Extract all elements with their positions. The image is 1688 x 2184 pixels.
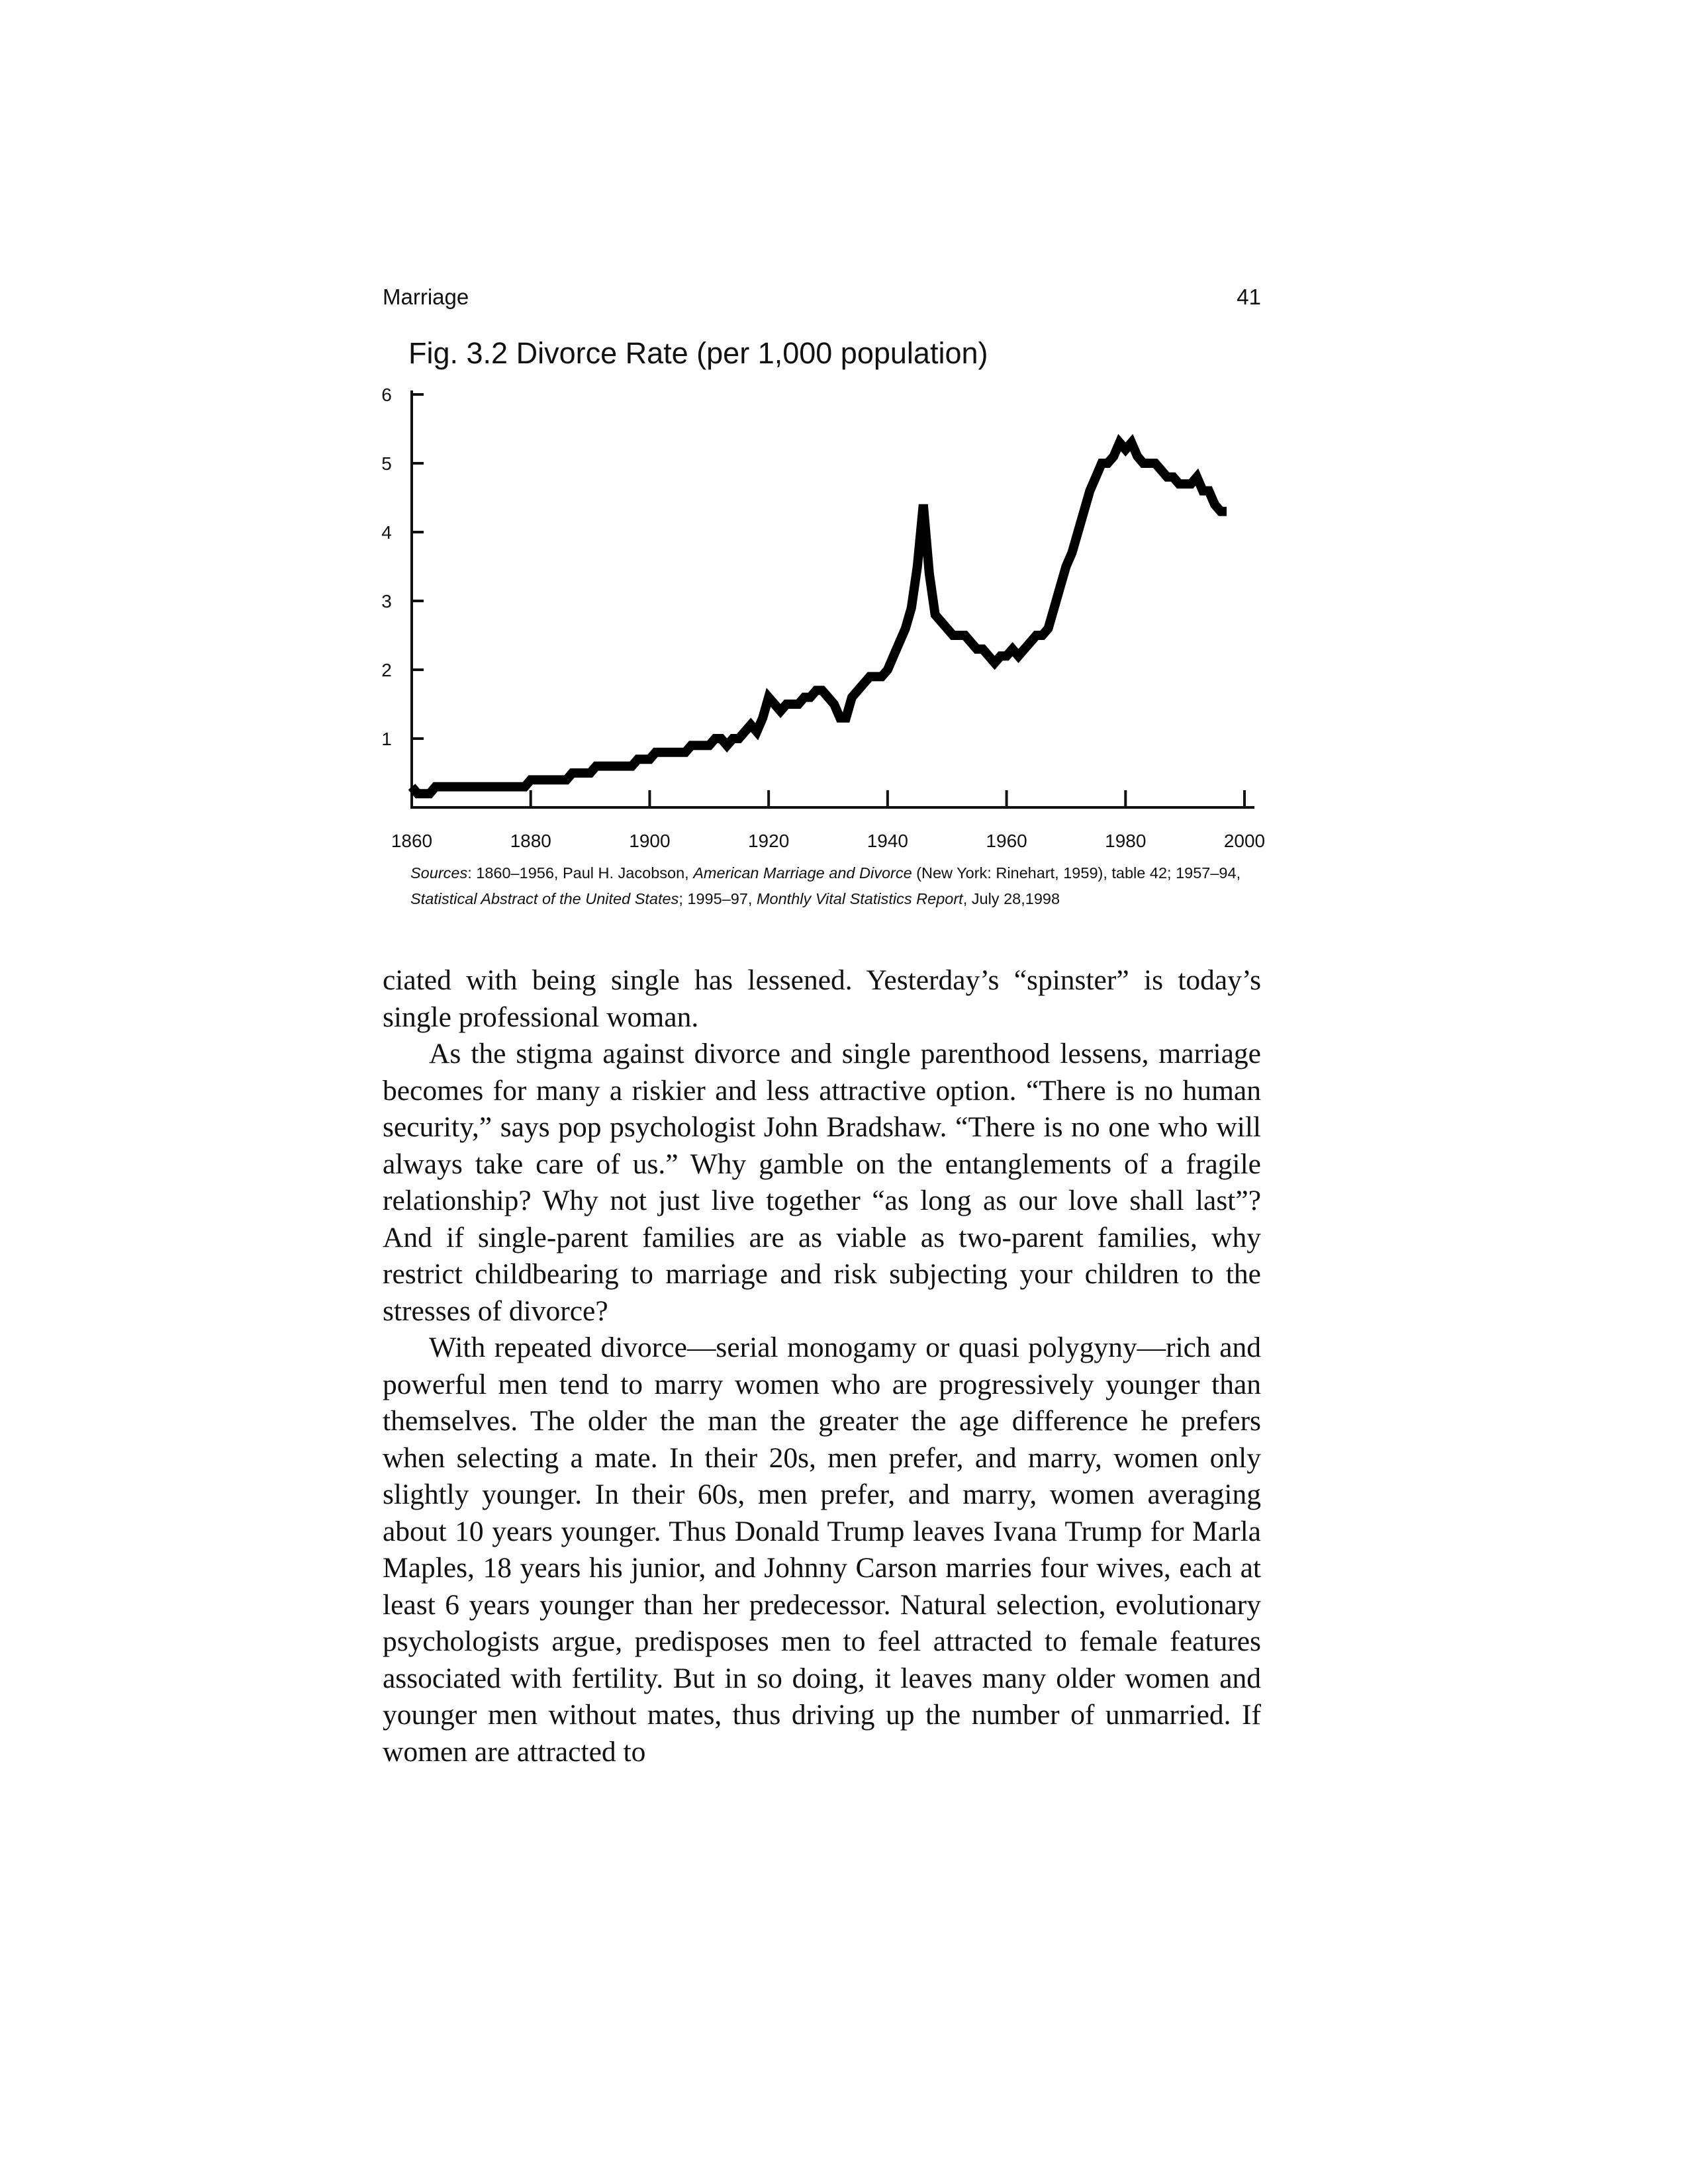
sources-text-1: : 1860–1956, Paul H. Jacobson, [467, 864, 694, 882]
figure-sources [410, 860, 1264, 912]
x-tick-label: 1860 [391, 831, 433, 851]
paragraph-3: With repeated divorce—serial monogamy or quasi polygyny—rich and powerful men tend to marry women who are progressively younger than themselves. The older the man the greater the age difference he prefers when selecting a mate. In their 20s, men prefer, and marry, women only slightly younger. In their 60s, men prefer, and marry, women averaging about 10 years younger. Thus Donald Trump leaves Ivana Trump for Marla Maples, 18 years his junior, and Johnny Carson marries four wives, each at least 6 years younger than her predecessor. Natural selection, evolutionary psychologists argue, predisposes men to feel attracted to female features associated with fertility. But in so doing, it leaves many older women and younger men without mates, thus driving up the number of unmarried. If women are attracted to [383, 1332, 1261, 1768]
sources-line-1 [410, 860, 1264, 886]
y-tick-label: 5 [381, 453, 392, 474]
series-line-divorce-rate [412, 443, 1227, 794]
x-tick-label: 1880 [510, 831, 551, 851]
sources-book-3: Monthly Vital Statistics Report [756, 890, 963, 907]
running-head-section: Marriage [383, 285, 469, 309]
x-tick-label: 1960 [986, 831, 1027, 851]
x-tick-label: 2000 [1223, 831, 1266, 851]
divorce-rate-chart [0, 0, 1688, 860]
sources-text-2: (New York: Rinehart, 1959), table 42; 1957–94, [912, 864, 1241, 882]
x-tick-label: 1940 [867, 831, 909, 851]
y-tick-label: 3 [381, 591, 392, 612]
sources-book-2: Statistical Abstract of the United States [410, 890, 679, 907]
y-tick-label: 1 [381, 729, 392, 749]
figure-caption: Fig. 3.2 Divorce Rate (per 1,000 population) [408, 336, 988, 370]
sources-text-3: ; 1995–97, [679, 890, 757, 907]
sources-text-4: , July 28,1998 [962, 890, 1060, 907]
x-tick-label: 1980 [1105, 831, 1147, 851]
x-tick-label: 1900 [629, 831, 671, 851]
body-text [383, 962, 1261, 1770]
sources-book-1: American Marriage and Divorce [693, 864, 912, 882]
page-number: 41 [1237, 285, 1261, 309]
y-tick-label: 6 [381, 385, 392, 405]
y-tick-label: 2 [381, 660, 392, 680]
x-tick-label: 1920 [747, 831, 790, 851]
paragraph-1: ciated with being single has lessened. Yesterday’s “spinster” is today’s single professional woman. [383, 964, 1261, 1033]
sources-label: Sources [410, 864, 468, 882]
y-tick-label: 4 [381, 522, 392, 543]
paragraph-2: As the stigma against divorce and single parenthood lessens, marriage becomes for many a riskier and less attractive option. “There is no human security,” says pop psychologist John Bradshaw. “There is no one who will always take care of us.” Why gamble on the entanglements of a fragile relationship? Why not just live together “as long as our love shall last”? And if single-parent families are as viable as two-parent families, why restrict childbearing to marriage and risk subjecting your children to the stresses of divorce? [383, 1038, 1261, 1327]
sources-line-2 [410, 886, 1264, 912]
